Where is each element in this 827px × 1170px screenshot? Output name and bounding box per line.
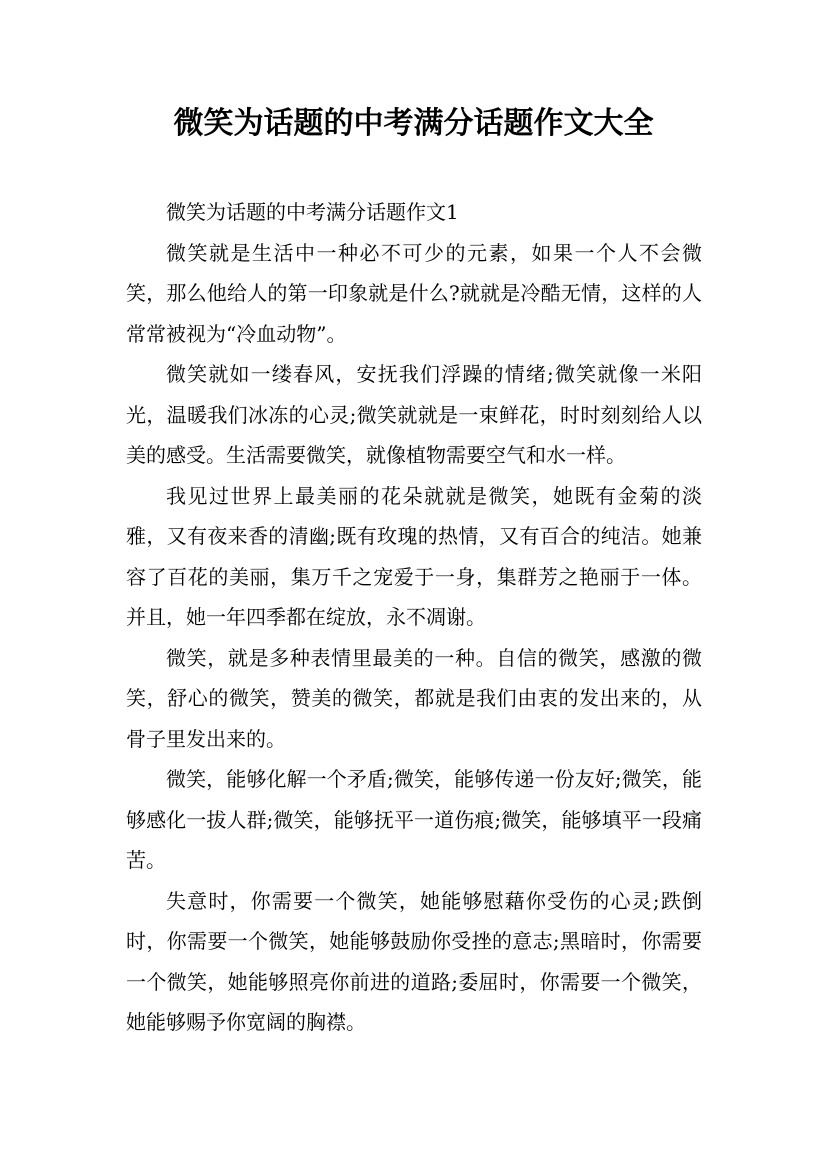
essay-subtitle: 微笑为话题的中考满分话题作文1 xyxy=(166,200,459,224)
paragraph: 我见过世界上最美丽的花朵就就是微笑，她既有金菊的淡雅，又有夜来香的清幽;既有玫瑰的热情，又有百合的纯洁。她兼容了百花的美丽，集万千之宠爱于一身，集群芳之艳丽于一体。并且，她一年四季都在绽放，永不凋谢。 xyxy=(126,483,702,629)
paragraph: 微笑就是生活中一种必不可少的元素，如果一个人不会微笑，那么他给人的第一印象就是什么?就就是冷酷无情，这样的人常常被视为“冷血动物”。 xyxy=(126,240,702,346)
paragraph: 失意时，你需要一个微笑，她能够慰藉你受伤的心灵;跌倒时，你需要一个微笑，她能够鼓励你受挫的意志;黑暗时，你需要一个微笑，她能够照亮你前进的道路;委屈时，你需要一个微笑，她能够赐予你宽阔的胸襟。 xyxy=(126,888,702,1034)
paragraph: 微笑，就是多种表情里最美的一种。自信的微笑，感激的微笑，舒心的微笑，赞美的微笑，都就是我们由衷的发出来的，从骨子里发出来的。 xyxy=(126,645,702,751)
document-title: 微笑为话题的中考满分话题作文大全 xyxy=(173,106,654,141)
document-body xyxy=(126,192,702,1043)
paragraph: 微笑就如一缕春风，安抚我们浮躁的情绪;微笑就像一米阳光，温暖我们冰冻的心灵;微笑就就是一束鲜花，时时刻刻给人以美的感受。生活需要微笑，就像植物需要空气和水一样。 xyxy=(126,362,702,467)
paragraph: 微笑，能够化解一个矛盾;微笑，能够传递一份友好;微笑，能够感化一拔人群;微笑，能够抚平一道伤痕;微笑，能够填平一段痛苦。 xyxy=(126,767,702,872)
